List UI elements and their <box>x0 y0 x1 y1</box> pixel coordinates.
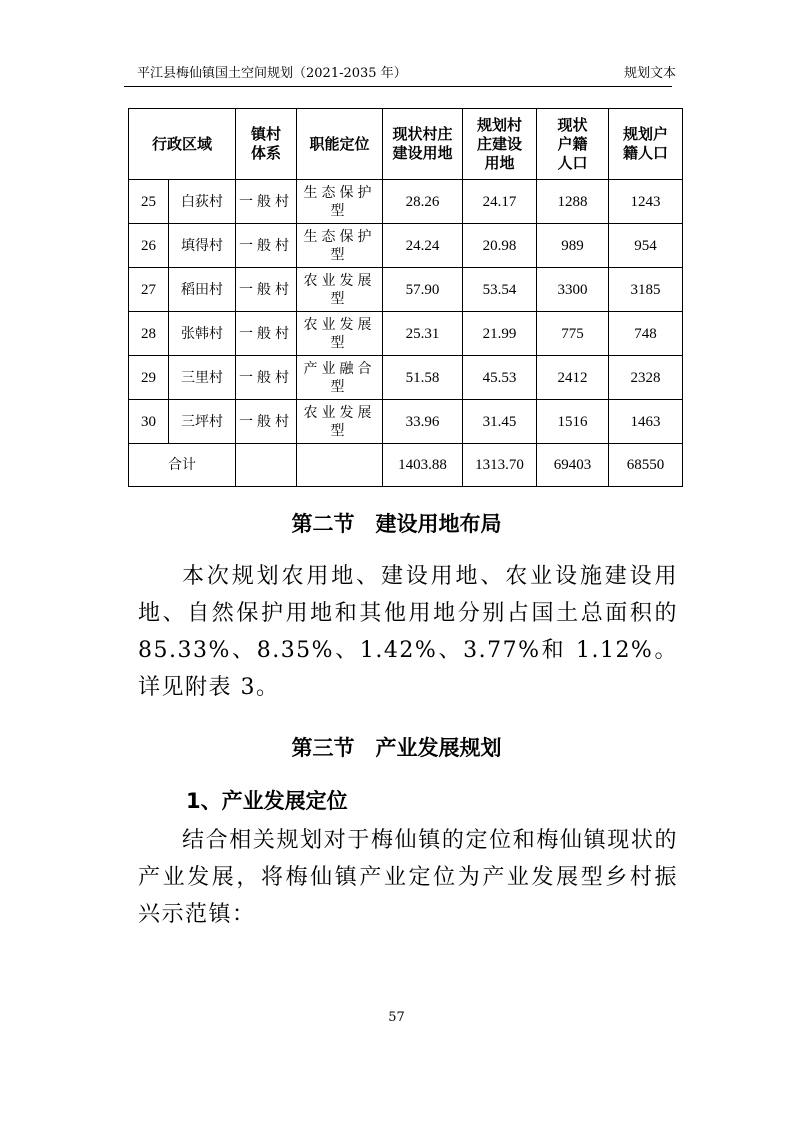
current-pop: 775 <box>537 312 609 356</box>
table-row <box>129 180 683 224</box>
table-row <box>129 224 683 268</box>
header-planned-pop: 规划户籍人口 <box>609 109 683 180</box>
village-function: 生态保护型 <box>297 224 383 268</box>
village-system: 一般村 <box>236 224 297 268</box>
header-region: 行政区域 <box>129 109 236 180</box>
current-land: 51.58 <box>383 356 463 400</box>
total-label: 合计 <box>129 444 236 487</box>
village-function: 农业发展型 <box>297 268 383 312</box>
village-system: 一般村 <box>236 400 297 444</box>
village-name: 张韩村 <box>169 312 236 356</box>
header-doc-type: 规划文本 <box>623 66 676 81</box>
section2-paragraph: 本次规划农用地、建设用地、农业设施建设用地、自然保护用地和其他用地分别占国土总面积的 85.33%、8.35%、1.42%、3.77%和 1.12%。详见附表 3。 <box>138 564 678 700</box>
village-name: 填得村 <box>169 224 236 268</box>
village-function: 生态保护型 <box>297 180 383 224</box>
village-name: 三坪村 <box>169 400 236 444</box>
planned-land: 31.45 <box>463 400 537 444</box>
planned-pop: 1463 <box>609 400 683 444</box>
section3-paragraph: 结合相关规划对于梅仙镇的定位和梅仙镇现状的产业发展，将梅仙镇产业定位为产业发展型乡村振兴示范镇： <box>138 828 678 927</box>
village-function: 产业融合型 <box>297 356 383 400</box>
table-header-row <box>129 109 683 180</box>
total-current-land: 1403.88 <box>383 444 463 487</box>
current-land: 25.31 <box>383 312 463 356</box>
current-pop: 1516 <box>537 400 609 444</box>
village-name: 白荻村 <box>169 180 236 224</box>
current-land: 24.24 <box>383 224 463 268</box>
total-planned-pop: 68550 <box>609 444 683 487</box>
planned-pop: 1243 <box>609 180 683 224</box>
planned-land: 24.17 <box>463 180 537 224</box>
planned-pop: 2328 <box>609 356 683 400</box>
current-pop: 989 <box>537 224 609 268</box>
current-land: 57.90 <box>383 268 463 312</box>
village-function: 农业发展型 <box>297 400 383 444</box>
current-land: 28.26 <box>383 180 463 224</box>
table-total-row <box>129 444 683 487</box>
header-system: 镇村体系 <box>236 109 297 180</box>
row-number: 30 <box>129 400 169 444</box>
village-system: 一般村 <box>236 180 297 224</box>
table-row <box>129 400 683 444</box>
header-rule <box>124 86 672 87</box>
section3-subheading: 1、产业发展定位 <box>186 789 348 813</box>
table-row <box>129 356 683 400</box>
table-row <box>129 268 683 312</box>
village-system: 一般村 <box>236 312 297 356</box>
planned-land: 53.54 <box>463 268 537 312</box>
planned-land: 21.99 <box>463 312 537 356</box>
planned-land: 20.98 <box>463 224 537 268</box>
row-number: 28 <box>129 312 169 356</box>
section3-title: 第三节 产业发展规划 <box>291 736 502 760</box>
planned-land: 45.53 <box>463 356 537 400</box>
current-pop: 3300 <box>537 268 609 312</box>
header-function: 职能定位 <box>297 109 383 180</box>
village-name: 稻田村 <box>169 268 236 312</box>
current-land: 33.96 <box>383 400 463 444</box>
header-current-pop: 现状户籍人口 <box>537 109 609 180</box>
row-number: 25 <box>129 180 169 224</box>
current-pop: 2412 <box>537 356 609 400</box>
current-pop: 1288 <box>537 180 609 224</box>
total-empty-system <box>236 444 297 487</box>
planned-pop: 954 <box>609 224 683 268</box>
header-title: 平江县梅仙镇国土空间规划（2021-2035 年） <box>137 66 407 81</box>
total-planned-land: 1313.70 <box>463 444 537 487</box>
village-land-table <box>128 108 683 487</box>
header-current-land: 现状村庄建设用地 <box>383 109 463 180</box>
header-planned-land: 规划村庄建设用地 <box>463 109 537 180</box>
row-number: 27 <box>129 268 169 312</box>
village-system: 一般村 <box>236 356 297 400</box>
village-system: 一般村 <box>236 268 297 312</box>
row-number: 29 <box>129 356 169 400</box>
village-function: 农业发展型 <box>297 312 383 356</box>
planned-pop: 3185 <box>609 268 683 312</box>
table-row <box>129 312 683 356</box>
village-name: 三里村 <box>169 356 236 400</box>
section2-title: 第二节 建设用地布局 <box>291 512 502 536</box>
page-number: 57 <box>388 1010 405 1025</box>
total-empty-function <box>297 444 383 487</box>
planned-pop: 748 <box>609 312 683 356</box>
total-current-pop: 69403 <box>537 444 609 487</box>
row-number: 26 <box>129 224 169 268</box>
